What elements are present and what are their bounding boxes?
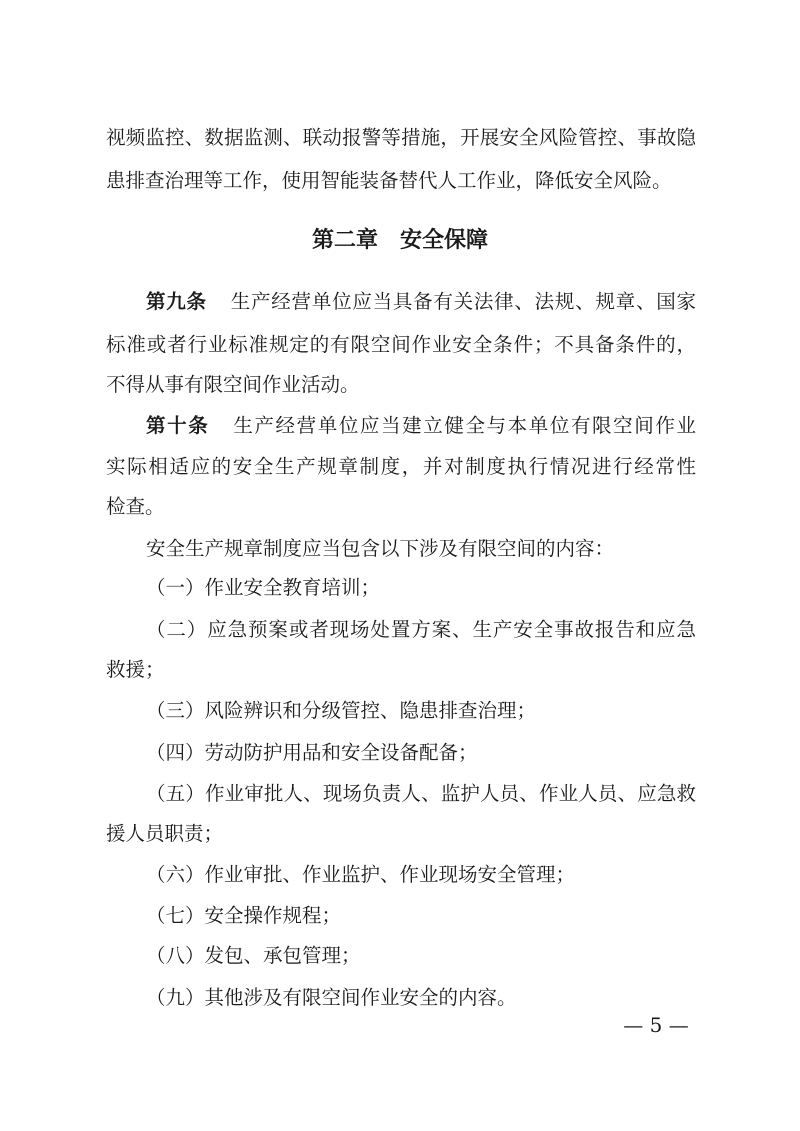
article-9-line-3: 不得从事有限空间作业活动。 bbox=[106, 373, 360, 396]
list-item-2-cont: 救援； bbox=[106, 658, 165, 681]
list-item-7: （七）安全操作规程； bbox=[146, 904, 342, 927]
list-item-9: （九）其他涉及有限空间作业安全的内容。 bbox=[146, 986, 517, 1009]
page-number: — 5 — bbox=[623, 1013, 689, 1037]
article-9-heading: 第九条 bbox=[146, 290, 207, 313]
continuation-line-2: 患排查治理等工作，使用智能装备替代人工作业，降低安全风险。 bbox=[106, 169, 672, 192]
article-9-line-2: 标准或者行业标准规定的有限空间作业安全条件；不具备条件的， bbox=[106, 333, 696, 356]
chapter-title: 第二章 安全保障 bbox=[311, 228, 488, 253]
list-item-8: （八）发包、承包管理； bbox=[146, 944, 361, 967]
list-item-4: （四）劳动防护用品和安全设备配备； bbox=[146, 741, 478, 764]
list-item-6: （六）作业审批、作业监护、作业现场安全管理； bbox=[146, 863, 576, 886]
article-10-line-3: 检查。 bbox=[106, 495, 165, 518]
list-item-5-cont: 援人员职责； bbox=[106, 822, 224, 845]
continuation-line-1: 视频监控、数据监测、联动报警等措施，开展安全风险管控、事故隐 bbox=[106, 126, 696, 149]
article-10-line-2: 实际相适应的安全生产规章制度，并对制度执行情况进行经常性 bbox=[106, 455, 696, 478]
list-item-1: （一）作业安全教育培训； bbox=[146, 576, 381, 599]
list-item-2: （二）应急预案或者现场处置方案、生产安全事故报告和应急 bbox=[146, 618, 696, 641]
list-item-3: （三）风险辨识和分级管控、隐患排查治理； bbox=[146, 699, 537, 722]
article-10-line-1 bbox=[146, 412, 696, 440]
article-9-line-1 bbox=[146, 288, 696, 316]
article-10-intro: 安全生产规章制度应当包含以下涉及有限空间的内容： bbox=[146, 537, 615, 560]
article-10-heading: 第十条 bbox=[146, 414, 210, 437]
article-9-text-1: 生产经营单位应当具备有关法律、法规、规章、国家 bbox=[230, 290, 696, 313]
list-item-5: （五）作业审批人、现场负责人、监护人员、作业人员、应急救 bbox=[146, 782, 696, 805]
article-10-text-1: 生产经营单位应当建立健全与本单位有限空间作业 bbox=[233, 414, 696, 437]
